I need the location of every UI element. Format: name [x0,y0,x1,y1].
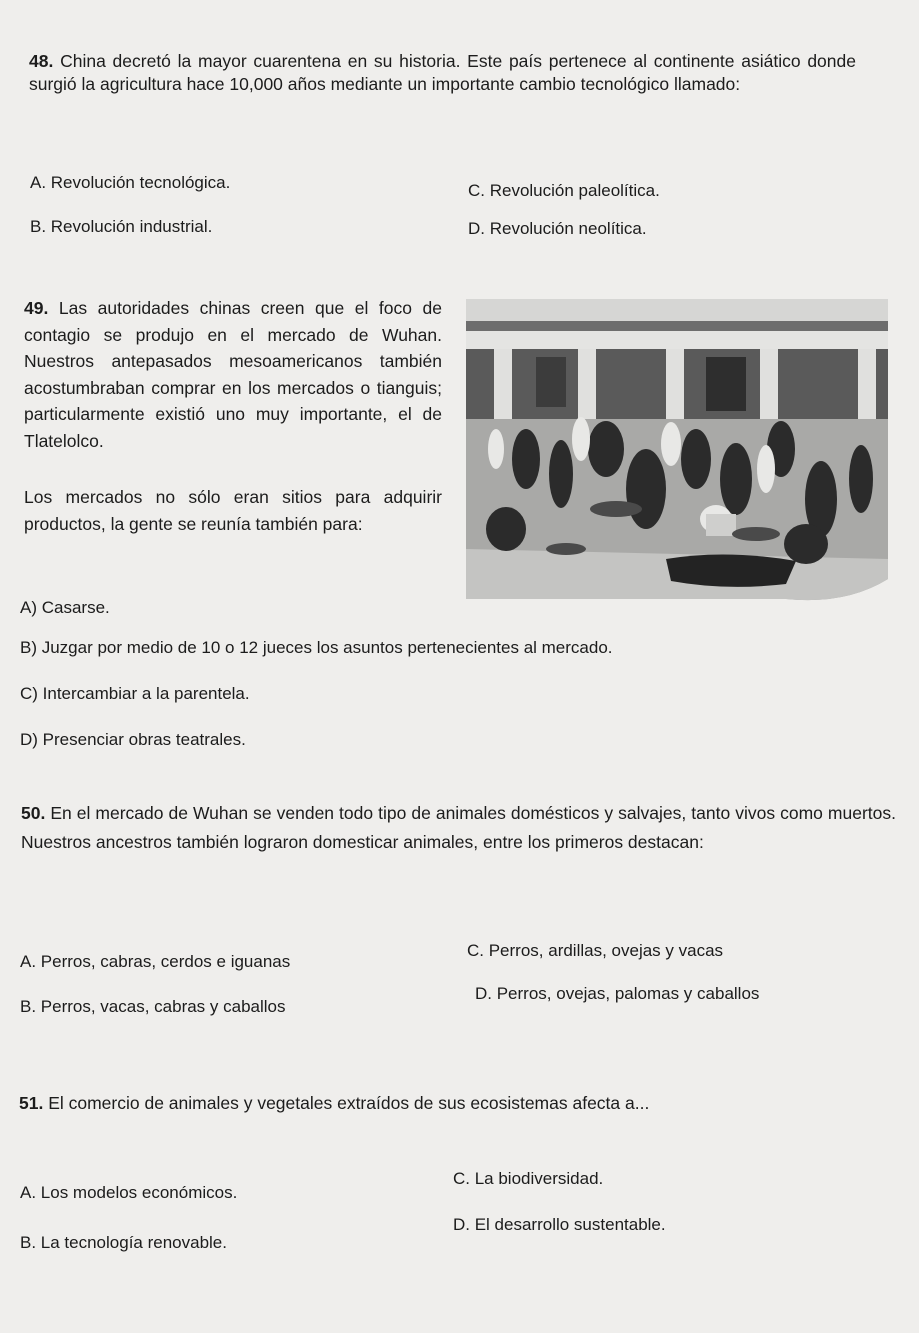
question-49-text: Las autoridades chinas creen que el foco de contagio se produjo en el mercado de Wuhan. Nuestros antepasados mesoamericanos también acostumbraban comprar en los mercados o tianguis; particularmente existió uno muy importante, el de Tlatelolco. [24,298,442,451]
q49-option-d[interactable]: D) Presenciar obras teatrales. [20,730,246,749]
q49-option-c[interactable]: C) Intercambiar a la parentela. [20,684,250,703]
question-50 [21,799,896,857]
tlatelolco-market-photo [466,299,888,605]
q48-option-d[interactable]: D. Revolución neolítica. [468,219,647,238]
question-48-number: 48. [29,51,54,71]
question-48 [29,50,856,96]
q51-option-a[interactable]: A. Los modelos económicos. [20,1183,238,1202]
q49-option-b[interactable]: B) Juzgar por medio de 10 o 12 jueces los asuntos pertenecientes al mercado. [20,638,613,657]
question-50-number: 50. [21,803,46,823]
q48-option-a[interactable]: A. Revolución tecnológica. [30,173,231,192]
question-51 [19,1092,879,1115]
question-49-prompt: Los mercados no sólo eran sitios para adquirir productos, la gente se reunía también para: [24,487,442,534]
question-50-text: En el mercado de Wuhan se venden todo tipo de animales domésticos y salvajes, tanto vivos como muertos. Nuestros ancestros también lograron domesticar animales, entre los primeros destacan: [21,803,896,852]
q51-option-b[interactable]: B. La tecnología renovable. [20,1233,227,1252]
q50-option-a[interactable]: A. Perros, cabras, cerdos e iguanas [20,952,291,971]
q48-option-c[interactable]: C. Revolución paleolítica. [468,181,660,200]
q50-option-c[interactable]: C. Perros, ardillas, ovejas y vacas [467,941,724,960]
question-48-text: China decretó la mayor cuarentena en su historia. Este país pertenece al continente asiático donde surgió la agricultura hace 10,000 años mediante un importante cambio tecnológico llamado: [29,51,856,94]
q51-option-c[interactable]: C. La biodiversidad. [453,1169,604,1188]
question-51-number: 51. [19,1093,44,1113]
question-49-number: 49. [24,298,49,318]
q49-option-a[interactable]: A) Casarse. [20,598,110,617]
q50-option-d[interactable]: D. Perros, ovejas, palomas y caballos [475,984,760,1003]
q48-option-b[interactable]: B. Revolución industrial. [30,217,213,236]
question-51-text: El comercio de animales y vegetales extraídos de sus ecosistemas afecta a... [48,1093,650,1113]
market-scene-illustration [466,299,888,605]
q51-option-d[interactable]: D. El desarrollo sustentable. [453,1215,666,1234]
q50-option-b[interactable]: B. Perros, vacas, cabras y caballos [20,997,286,1016]
question-49 [24,295,442,454]
